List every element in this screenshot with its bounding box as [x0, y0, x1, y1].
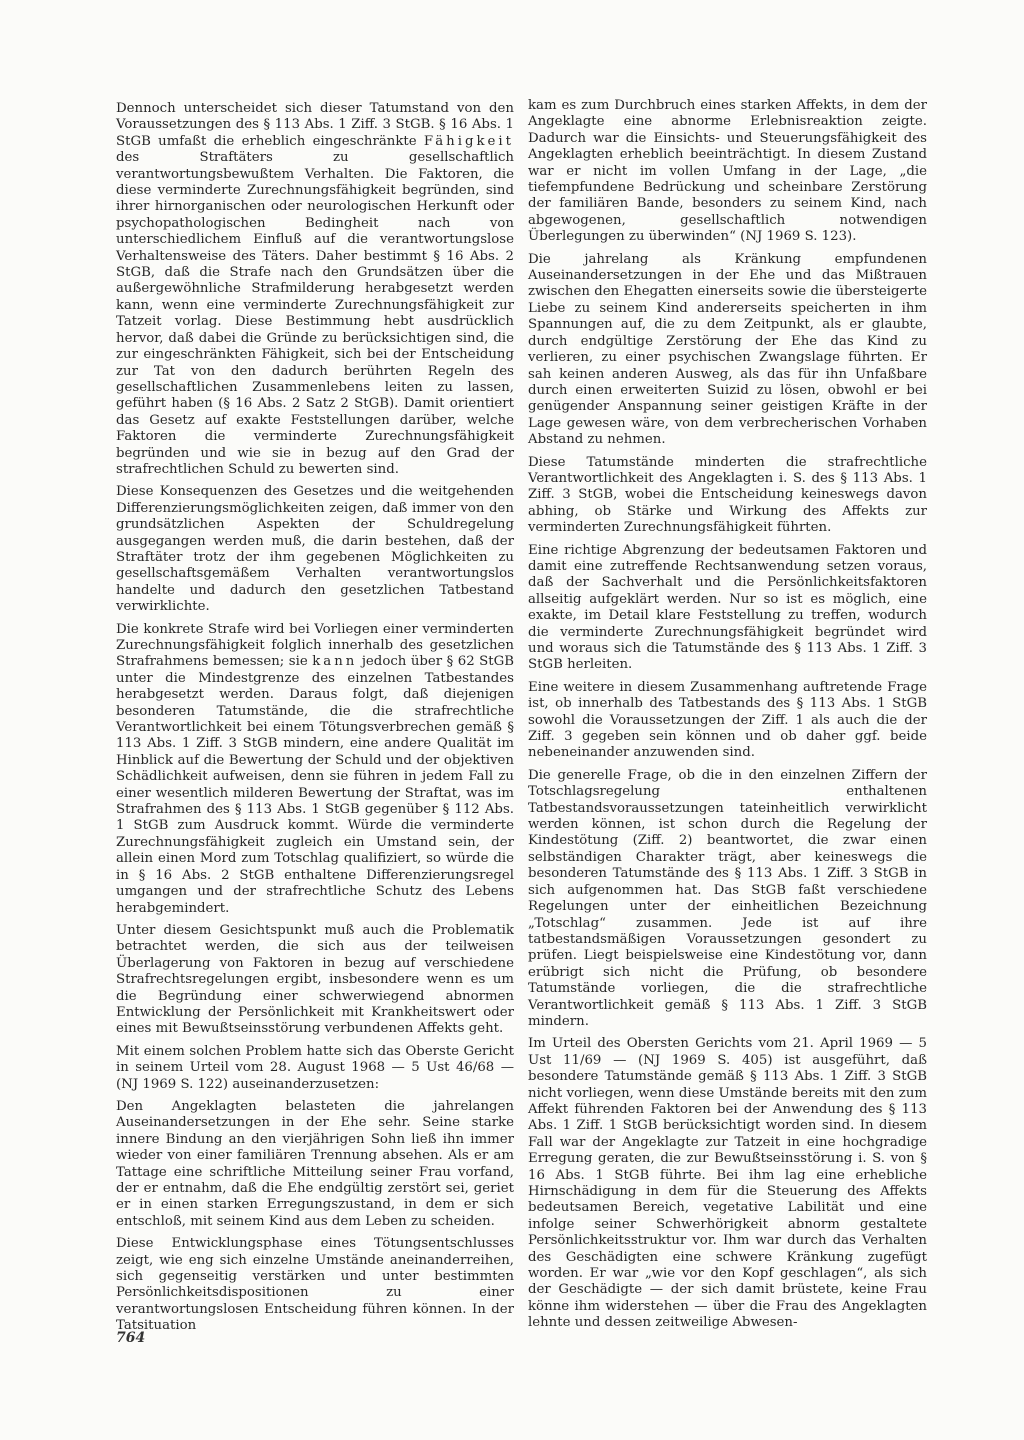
- right-column: [528, 98, 927, 1338]
- left-column: [116, 101, 514, 1341]
- paragraph: kam es zum Durchbruch eines starken Affekts, in dem der Angeklagte eine abnorme Erlebnisreaktion zeigte. Dadurch war die Einsichts- und Steuerungsfähigkeit des Angeklagten erheblich beeinträchtigt. In diesem Zustand war er nicht im vollen Umfang in der Lage, „die tiefempfundene Bedrückung und scheinbare Zerstörung der familiären Bande, besonders zu seinem Kind, nach abgewogenen, gesellschaftlich notwendigen Überlegungen zu überwinden“ (NJ 1969 S. 123).: [528, 98, 927, 245]
- paragraph: Unter diesem Gesichtspunkt muß auch die Problematik betrachtet werden, die sich aus der teilweisen Überlagerung von Faktoren in bezug auf verschiedene Strafrechtsregelungen ergibt, insbesondere wenn es um die Begründung einer schwerwiegend abnormen Entwicklung der Persönlichkeit mit Krankheitswert oder eines mit Bewußtseinsstörung verbundenen Affekts geht.: [116, 922, 514, 1037]
- paragraph: Die jahrelang als Kränkung empfundenen Auseinandersetzungen in der Ehe und das Mißtrauen zwischen den Ehegatten einerseits sowie die übersteigerte Liebe zu seinem Kind andererseits speicherten in ihm Spannungen auf, die zu dem Zeitpunkt, als er glaubte, durch endgültige Zerstörung der Ehe das Kind zu verlieren, zu einer psychischen Zwangslage führten. Er sah keinen anderen Ausweg, als das für ihn Unfaßbare durch einen erweiterten Suizid zu lösen, obwohl er bei genügender Anspannung seiner geistigen Kräfte in der Lage gewesen wäre, von dem verbrecherischen Vorhaben Abstand zu nehmen.: [528, 251, 927, 448]
- paragraph: Im Urteil des Obersten Gerichts vom 21. April 1969 — 5 Ust 11/69 — (NJ 1969 S. 405) ist ausgeführt, daß besondere Tatumstände gemäß § 113 Abs. 1 Ziff. 3 StGB nicht vorliegen, wenn diese Umstände bereits mit den zum Affekt führenden Faktoren bei der Anwendung des § 113 Abs. 1 Ziff. 1 StGB berücksichtigt worden sind. In diesem Fall war der Angeklagte zur Tatzeit in eine hochgradige Erregung geraten, die zur Bewußtseinsstörung i. S. von § 16 Abs. 1 StGB führte. Bei ihm lag eine erhebliche Hirnschädigung in dem für die Steuerung des Affekts bedeutsamen Bereich, vegetative Labilität und eine infolge seiner Schwerhörigkeit abnorm gestaltete Persönlichkeitsstruktur vor. Ihm war durch das Verhalten des Geschädigten eine schwere Kränkung zugefügt worden. Er war „wie vor den Kopf geschlagen“, als sich der Geschädigte — der sich damit brüstete, keine Frau könne ihm widerstehen — über die Frau des Angeklagten lehnte und dessen zeitweilige Abwesen-: [528, 1036, 927, 1331]
- paragraph: Eine weitere in diesem Zusammenhang auftretende Frage ist, ob innerhalb des Tatbestands des § 113 Abs. 1 StGB sowohl die Voraussetzungen der Ziff. 1 als auch die der Ziff. 3 gegeben sein können und ob daher ggf. beide nebeneinander anzuwenden sind.: [528, 679, 927, 761]
- paragraph: Diese Tatumstände minderten die strafrechtliche Verantwortlichkeit des Angeklagten i. S. des § 113 Abs. 1 Ziff. 3 StGB, wobei die Entscheidung keineswegs davon abhing, ob Stärke und Wirkung des Affekts zur verminderten Zurechnungsfähigkeit führten.: [528, 454, 927, 536]
- paragraph: Die generelle Frage, ob die in den einzelnen Ziffern der Totschlagsregelung enthaltenen Tatbestandsvoraussetzungen tateinheitlich verwirklicht werden können, ist schon durch die Regelung der Kindestötung (Ziff. 2) beantwortet, die zwar einen selbständigen Charakter trägt, aber keineswegs die besonderen Tatumstände des § 113 Abs. 1 Ziff. 3 StGB in sich aufgenommen hat. Das StGB faßt verschiedene Regelungen unter der einheitlichen Bezeichnung „Totschlag“ zusammen. Jede ist auf ihre tatbestandsmäßigen Voraussetzungen gesondert zu prüfen. Liegt beispielsweise eine Kindestötung vor, dann erübrigt sich nicht die Prüfung, ob besondere Tatumstände vorliegen, die die strafrechtliche Verantwortlichkeit gemäß § 113 Abs. 1 Ziff. 3 StGB mindern.: [528, 767, 927, 1029]
- paragraph: Eine richtige Abgrenzung der bedeutsamen Faktoren und damit eine zutreffende Rechtsanwendung setzen voraus, daß der Sachverhalt und die Persönlichkeitsfaktoren allseitig aufgeklärt werden. Nur so ist es möglich, eine exakte, im Detail klare Feststellung zu treffen, wodurch die verminderte Zurechnungsfähigkeit begründet wird und woraus sich die Tatumstände des § 113 Abs. 1 Ziff. 3 StGB herleiten.: [528, 542, 927, 673]
- paragraph: Die konkrete Strafe wird bei Vorliegen einer verminderten Zurechnungsfähigkeit folglich innerhalb des gesetzlichen Strafrahmens bemessen; sie kann jedoch über § 62 StGB unter die Mindestgrenze des einzelnen Tatbestandes herabgesetzt werden. Daraus folgt, daß diejenigen besonderen Tatumstände, die die strafrechtliche Verantwortlichkeit bei einem Tötungsverbrechen gemäß § 113 Abs. 1 Ziff. 3 StGB mindern, eine andere Qualität im Hinblick auf die Bewertung der Schuld und der objektiven Schädlichkeit aufweisen, denn sie führen in jedem Fall zu einer wesentlich milderen Bewertung der Straftat, was im Strafrahmen des § 113 Abs. 1 StGB gegenüber § 112 Abs. 1 StGB zum Ausdruck kommt. Würde die verminderte Zurechnungsfähigkeit zugleich ein Umstand sein, der allein einen Mord zum Totschlag qualifiziert, so würde die in § 16 Abs. 2 StGB enthaltene Differenzierungsregel umgangen und der strafrechtliche Schutz des Lebens herabgemindert.: [116, 621, 514, 916]
- emphasized-word: Fähigkeit: [423, 133, 514, 149]
- paragraph: Diese Konsequenzen des Gesetzes und die weitgehenden Differenzierungsmöglichkeiten zeigen, daß immer von den grundsätzlichen Aspekten der Schuldregelung ausgegangen werden muß, die darin bestehen, daß der Straftäter trotz der ihm gegebenen Möglichkeiten zu gesellschaftsgemäßem Verhalten verantwortungslos handelte und dadurch den gesetzlichen Tatbestand verwirklichte.: [116, 484, 514, 615]
- emphasized-word: kann: [312, 654, 358, 670]
- paragraph: Dennoch unterscheidet sich dieser Tatumstand von den Voraussetzungen des § 113 Abs. 1 Ziff. 3 StGB. § 16 Abs. 1 StGB umfaßt die erheblich eingeschränkte Fähigkeit des Straftäters zu gesellschaftlich verantwortungsbewußtem Verhalten. Die Faktoren, die diese verminderte Zurechnungsfähigkeit begründen, sind ihrer hirnorganischen oder neurologischen Herkunft oder psychopathologischen Bedingheit nach von unterschiedlichem Einfluß auf die verantwortungslose Verhaltensweise des Täters. Daher bestimmt § 16 Abs. 2 StGB, daß die Strafe nach den Grundsätzen über die außergewöhnliche Strafmilderung herabgesetzt werden kann, wenn eine verminderte Zurechnungsfähigkeit zur Tatzeit vorlag. Diese Bestimmung hebt ausdrücklich hervor, daß dabei die Gründe zu berücksichtigen sind, die zur eingeschränkten Fähigkeit, sich bei der Entscheidung zur Tat von den dadurch berührten Regeln des gesellschaftlichen Zusammenlebens leiten zu lassen, geführt haben (§ 16 Abs. 2 Satz 2 StGB). Damit orientiert das Gesetz auf exakte Feststellungen darüber, welche Faktoren die verminderte Zurechnungsfähigkeit begründen und wie sie in bezug auf den Grad der strafrechtlichen Schuld zu bewerten sind.: [116, 101, 514, 477]
- paragraph: Mit einem solchen Problem hatte sich das Oberste Gericht in seinem Urteil vom 28. August 1968 — 5 Ust 46/68 — (NJ 1969 S. 122) auseinanderzusetzen:: [116, 1043, 514, 1092]
- paragraph: Diese Entwicklungsphase eines Tötungsentschlusses zeigt, wie eng sich einzelne Umstände aneinanderreihen, sich gegenseitig verstärken und unter bestimmten Persönlichkeitsdispositionen zu einer verantwortungslosen Entscheidung führen können. In der Tatsituation: [116, 1236, 514, 1334]
- quoted-paragraph: Den Angeklagten belasteten die jahrelangen Auseinandersetzungen in der Ehe sehr. Seine starke innere Bindung an den vierjährigen Sohn ließ ihn immer wieder von einer familiären Trennung absehen. Als er am Tattage eine schriftliche Mitteilung seiner Frau vorfand, der er entnahm, daß die Ehe endgültig zerstört sei, geriet er in einen starken Erregungszustand, in dem er sich entschloß, mit seinem Kind aus dem Leben zu scheiden.: [116, 1098, 514, 1229]
- page-number: 764: [116, 1330, 146, 1346]
